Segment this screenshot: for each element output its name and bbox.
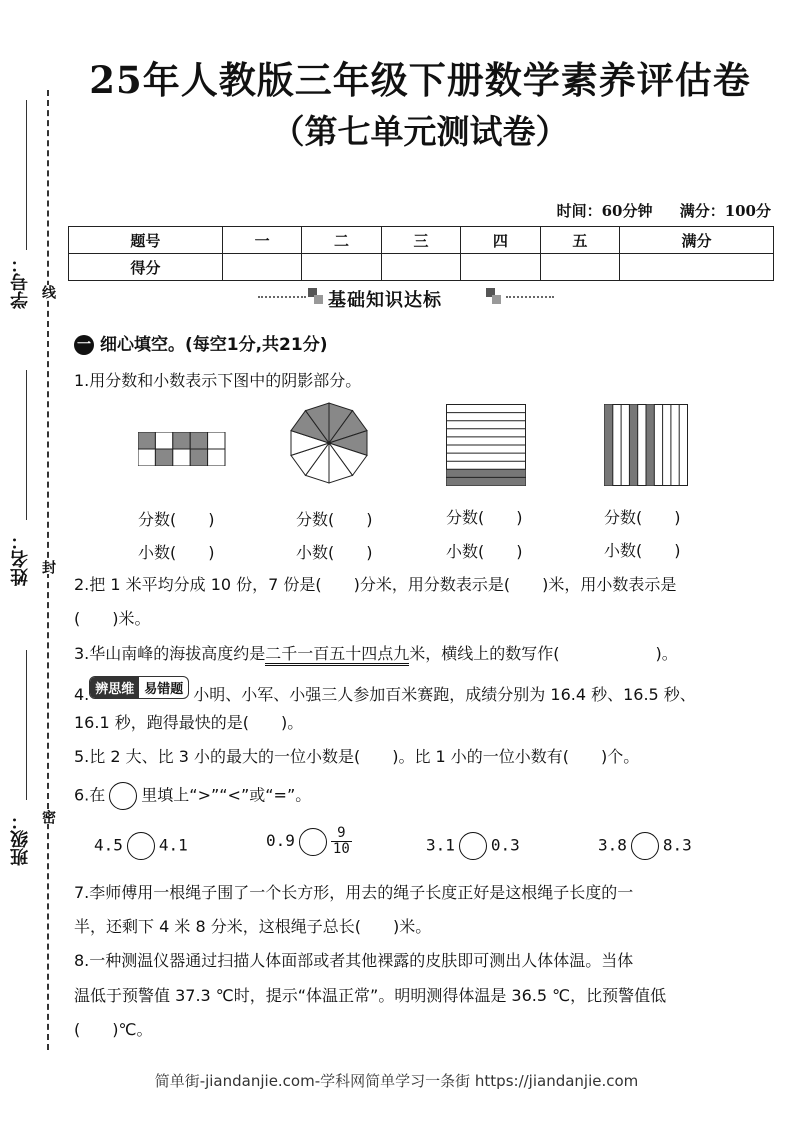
compare-right: 0.3: [490, 835, 520, 855]
banner-dots-right: [506, 296, 554, 298]
section-title: 基础知识达标: [328, 290, 442, 311]
question-1: 1.用分数和小数表示下图中的阴影部分。: [74, 371, 362, 390]
decagon-figure: [288, 402, 370, 484]
seal-mark: 封: [40, 560, 56, 574]
compare-right: 8.3: [662, 835, 692, 855]
question-8: 8.一种测温仪器通过扫描人体面部或者其他裸露的皮肤即可测出人体体温。当体: [74, 951, 634, 970]
decimal-answer-blank[interactable]: 小数( ): [296, 543, 373, 562]
compare-item: [426, 832, 520, 860]
question-8-blank[interactable]: ( )℃。: [74, 1020, 153, 1039]
compare-left: 3.8: [598, 835, 627, 855]
decimal-answer-blank[interactable]: 小数( ): [604, 541, 681, 560]
score-table: [68, 226, 774, 281]
score-input-cell[interactable]: [381, 254, 460, 281]
score-cell: 满分: [620, 227, 774, 254]
student-no-fill-line: [26, 100, 27, 250]
score-cell: 题号: [69, 227, 223, 254]
tag-badge: [89, 676, 189, 699]
question-6-pre: 6.在: [74, 785, 106, 805]
compare-left: 4.5: [94, 835, 123, 855]
class-label[interactable]: 班级：: [10, 812, 31, 866]
page-subtitle: （第七单元测试卷）: [271, 112, 569, 151]
page-title: 25年人教版三年级下册数学素养评估卷: [89, 58, 751, 102]
tag-think: 辨思维: [90, 677, 139, 698]
secret-mark: 密: [40, 810, 56, 824]
compare-circle-icon: [109, 782, 137, 810]
fraction-numerator: 9: [331, 826, 352, 842]
question-3: [74, 641, 678, 664]
time-limit: 时间：60分钟: [556, 202, 653, 220]
section-banner: [250, 286, 550, 311]
name-fill-line: [26, 370, 27, 520]
score-input-cell[interactable]: [461, 254, 540, 281]
question-3-blank[interactable]: 米，横线上的数写作( )。: [409, 644, 678, 663]
part-number-badge: 一: [74, 335, 94, 355]
grid-figure: [138, 432, 226, 466]
compare-item: [598, 832, 692, 860]
score-cell: 五: [540, 227, 619, 254]
question-4: [74, 676, 696, 705]
decimal-answer-blank[interactable]: 小数( ): [446, 542, 523, 561]
class-fill-line: [26, 650, 27, 800]
part1-title: 细心填空。(每空1分,共21分): [100, 335, 328, 355]
score-cell: 二: [302, 227, 381, 254]
question-4-number: 4.: [74, 685, 90, 704]
score-table-header-row: [69, 227, 774, 254]
fraction-answer-blank[interactable]: 分数( ): [446, 508, 523, 527]
score-input-cell[interactable]: [540, 254, 619, 281]
compare-item: [266, 826, 352, 857]
compare-left: 3.1: [426, 835, 455, 855]
question-4-text: 小明、小军、小强三人参加百米赛跑，成绩分别为 16.4 秒、16.5 秒、: [193, 685, 696, 704]
question-7-cont[interactable]: 半，还剩下 4 米 8 分米，这根绳子总长( )米。: [74, 917, 432, 936]
question-8-cont: 温低于预警值 37.3 ℃时，提示“体温正常”。明明测得体温是 36.5 ℃，比预警值低: [74, 986, 667, 1005]
question-3-underlined: 二千一百五十四点九: [265, 644, 409, 666]
horizontal-strips-figure: [446, 404, 526, 486]
score-input-cell[interactable]: [222, 254, 301, 281]
question-3-text: 3.华山南峰的海拔高度约是: [74, 644, 266, 663]
part1-heading: [74, 330, 327, 355]
score-cell: 四: [461, 227, 540, 254]
banner-square-icon: [314, 295, 323, 304]
score-cell: 一: [222, 227, 301, 254]
fraction-denominator: 10: [332, 841, 350, 857]
score-table-score-row: [69, 254, 774, 281]
question-4-cont[interactable]: 16.1 秒，跑得最快的是( )。: [74, 713, 304, 732]
fraction-answer-blank[interactable]: 分数( ): [138, 510, 215, 529]
score-input-cell[interactable]: [302, 254, 381, 281]
binding-sidebar: [0, 80, 62, 1040]
footer-watermark: 简单街-jiandanjie.com-学科网简单学习一条街 https://jiandanjie.com: [154, 1072, 639, 1090]
question-6: [74, 782, 311, 810]
compare-left: 0.9: [266, 831, 295, 850]
fraction: [331, 826, 352, 857]
vertical-strips-figure: [604, 404, 688, 486]
exam-info: [535, 200, 771, 221]
full-score: 满分：100分: [679, 202, 771, 220]
fraction-answer-blank[interactable]: 分数( ): [296, 510, 373, 529]
name-label[interactable]: 姓名：: [10, 532, 31, 586]
score-input-cell[interactable]: [620, 254, 774, 281]
banner-square-icon: [492, 295, 501, 304]
compare-circle[interactable]: [127, 832, 155, 860]
question-5[interactable]: 5.比 2 大、比 3 小的最大的一位小数是( )。比 1 小的一位小数有( )个。: [74, 747, 640, 766]
compare-item: [94, 832, 188, 860]
question-7: 7.李师傅用一根绳子围了一个长方形，用去的绳子长度正好是这根绳子长度的一: [74, 883, 634, 902]
score-cell: 三: [381, 227, 460, 254]
tag-error-prone: 易错题: [144, 682, 184, 697]
banner-dots-left: [258, 296, 306, 298]
fraction-answer-blank[interactable]: 分数( ): [604, 508, 681, 527]
compare-circle[interactable]: [631, 832, 659, 860]
line-mark: 线: [40, 285, 56, 299]
score-cell: 得分: [69, 254, 223, 281]
compare-circle[interactable]: [459, 832, 487, 860]
compare-circle[interactable]: [299, 828, 327, 856]
decimal-answer-blank[interactable]: 小数( ): [138, 543, 215, 562]
question-2-cont[interactable]: ( )米。: [74, 609, 151, 628]
question-6-post: 里填上“>”“<”或“=”。: [141, 785, 312, 805]
compare-right: 4.1: [158, 835, 188, 855]
question-2: 2.把 1 米平均分成 10 份，7 份是( )分米，用分数表示是( )米，用小数表示是: [74, 575, 677, 594]
student-no-label[interactable]: 学号：: [10, 255, 31, 309]
